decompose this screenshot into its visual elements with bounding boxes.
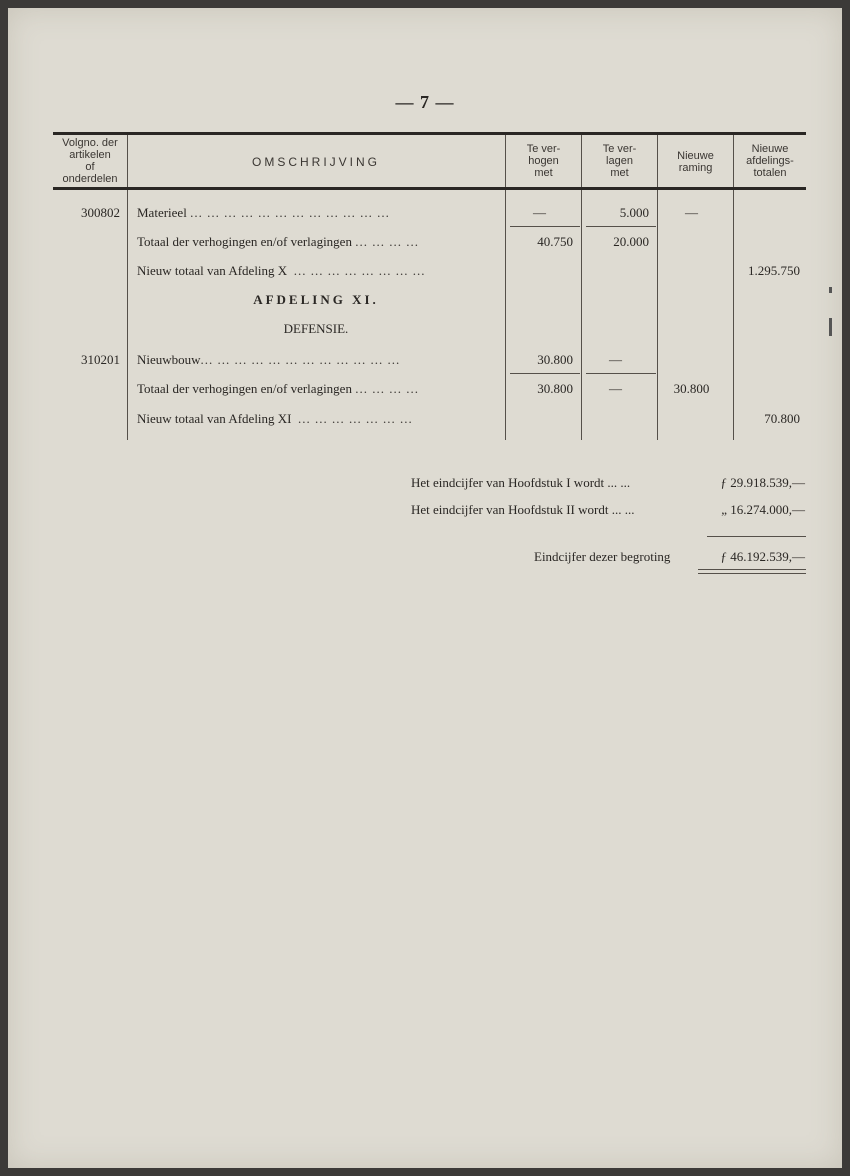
margin-mark <box>829 318 832 336</box>
header-totalen-line: Nieuwe <box>751 143 789 155</box>
cell-totalen: 70.800 <box>764 411 800 426</box>
leader-dots: ... ... ... ... <box>355 381 419 396</box>
sum-rule <box>707 536 806 537</box>
cell-totalen: 1.295.750 <box>748 263 800 278</box>
summary-hoofdstuk-1-value: ƒ 29.918.539,— <box>720 475 805 490</box>
leader-dots: ... ... ... ... ... ... ... <box>298 411 413 426</box>
row-description <box>137 352 400 368</box>
row-description <box>137 381 419 397</box>
header-verlagen-line: Te ver- <box>602 143 637 155</box>
header-raming-line: Nieuwe <box>677 150 714 162</box>
header-volgno-line: Volgno. der <box>62 137 118 149</box>
cell-verlagen: 5.000 <box>619 205 649 220</box>
header-verhogen-line: met <box>534 167 553 179</box>
section-title: AFDELING XI. <box>253 292 379 307</box>
subtotal-rule <box>586 226 656 227</box>
header-omschrijving: OMSCHRIJVING <box>251 155 380 169</box>
cell-raming: 30.800 <box>673 381 710 396</box>
row-code: 300802 <box>81 205 120 220</box>
summary-total-label: Eindcijfer dezer begroting <box>534 549 671 564</box>
header-raming <box>658 150 733 174</box>
col-divider <box>733 190 734 440</box>
leader-dots: ... ... ... ... ... ... ... ... ... ... ... ... <box>200 352 401 367</box>
document-page <box>8 8 842 1168</box>
cell-verhogen: 30.800 <box>537 381 573 396</box>
header-verlagen-line: met <box>610 167 629 179</box>
header-totalen <box>734 143 806 179</box>
row-description-text: Nieuw totaal van Afdeling X <box>137 263 288 278</box>
col-divider <box>581 190 582 440</box>
row-description-text: Totaal der verhogingen en/of verlagingen <box>137 381 352 396</box>
header-totalen-line: totalen <box>753 167 787 179</box>
table-header-rule <box>53 187 806 190</box>
cell-verhogen: — <box>533 205 546 220</box>
col-divider <box>127 190 128 440</box>
row-description <box>137 263 425 279</box>
header-verhogen-line: Te ver- <box>526 143 561 155</box>
leader-dots: ... ... ... ... ... ... ... ... <box>293 263 426 278</box>
cell-verlagen: — <box>609 352 622 367</box>
row-description <box>137 205 390 221</box>
row-description-text: Totaal der verhogingen en/of verlagingen <box>137 234 352 249</box>
table-top-rule <box>53 132 806 135</box>
cell-verhogen: 40.750 <box>537 234 573 249</box>
leader-dots: ... ... ... ... ... ... ... ... ... ... ... ... <box>190 205 390 220</box>
row-description-text: Materieel <box>137 205 187 220</box>
row-description-text: Nieuw totaal van Afdeling XI <box>137 411 292 426</box>
leader-dots: ... ... ... ... <box>355 234 419 249</box>
margin-mark <box>829 287 832 293</box>
total-double-rule <box>698 573 806 574</box>
total-double-rule <box>698 569 806 570</box>
header-verhogen <box>506 143 581 179</box>
row-description <box>137 411 413 427</box>
page-number: — 7 — <box>395 92 455 112</box>
row-description <box>137 234 419 250</box>
col-divider <box>505 190 506 440</box>
cell-verlagen: 20.000 <box>613 234 649 249</box>
row-description-text: Nieuwbouw <box>137 352 201 367</box>
section-subtitle: DEFENSIE. <box>283 321 349 336</box>
subtotal-rule <box>510 226 580 227</box>
col-divider <box>657 190 658 440</box>
header-verlagen-line: lagen <box>606 155 633 167</box>
header-volgno-line: of <box>85 161 95 173</box>
summary-total-value: ƒ 46.192.539,— <box>720 549 805 564</box>
header-verhogen-line: hogen <box>528 155 559 167</box>
summary-hoofdstuk-1-label: Het eindcijfer van Hoofdstuk I wordt ... ... <box>411 475 631 490</box>
header-verlagen <box>582 143 657 179</box>
cell-verhogen: 30.800 <box>537 352 573 367</box>
header-raming-line: raming <box>678 162 713 174</box>
cell-verlagen: — <box>609 381 622 396</box>
row-code: 310201 <box>81 352 120 367</box>
header-volgno-line: artikelen <box>69 149 111 161</box>
header-volgno <box>53 137 127 185</box>
header-volgno-line: onderdelen <box>62 173 118 185</box>
subtotal-rule <box>510 373 580 374</box>
summary-hoofdstuk-2-value: „ 16.274.000,— <box>721 502 805 517</box>
subtotal-rule <box>586 373 656 374</box>
header-totalen-line: afdelings- <box>746 155 794 167</box>
cell-raming: — <box>685 205 698 220</box>
summary-hoofdstuk-2-label: Het eindcijfer van Hoofdstuk II wordt ... ... <box>411 502 635 517</box>
